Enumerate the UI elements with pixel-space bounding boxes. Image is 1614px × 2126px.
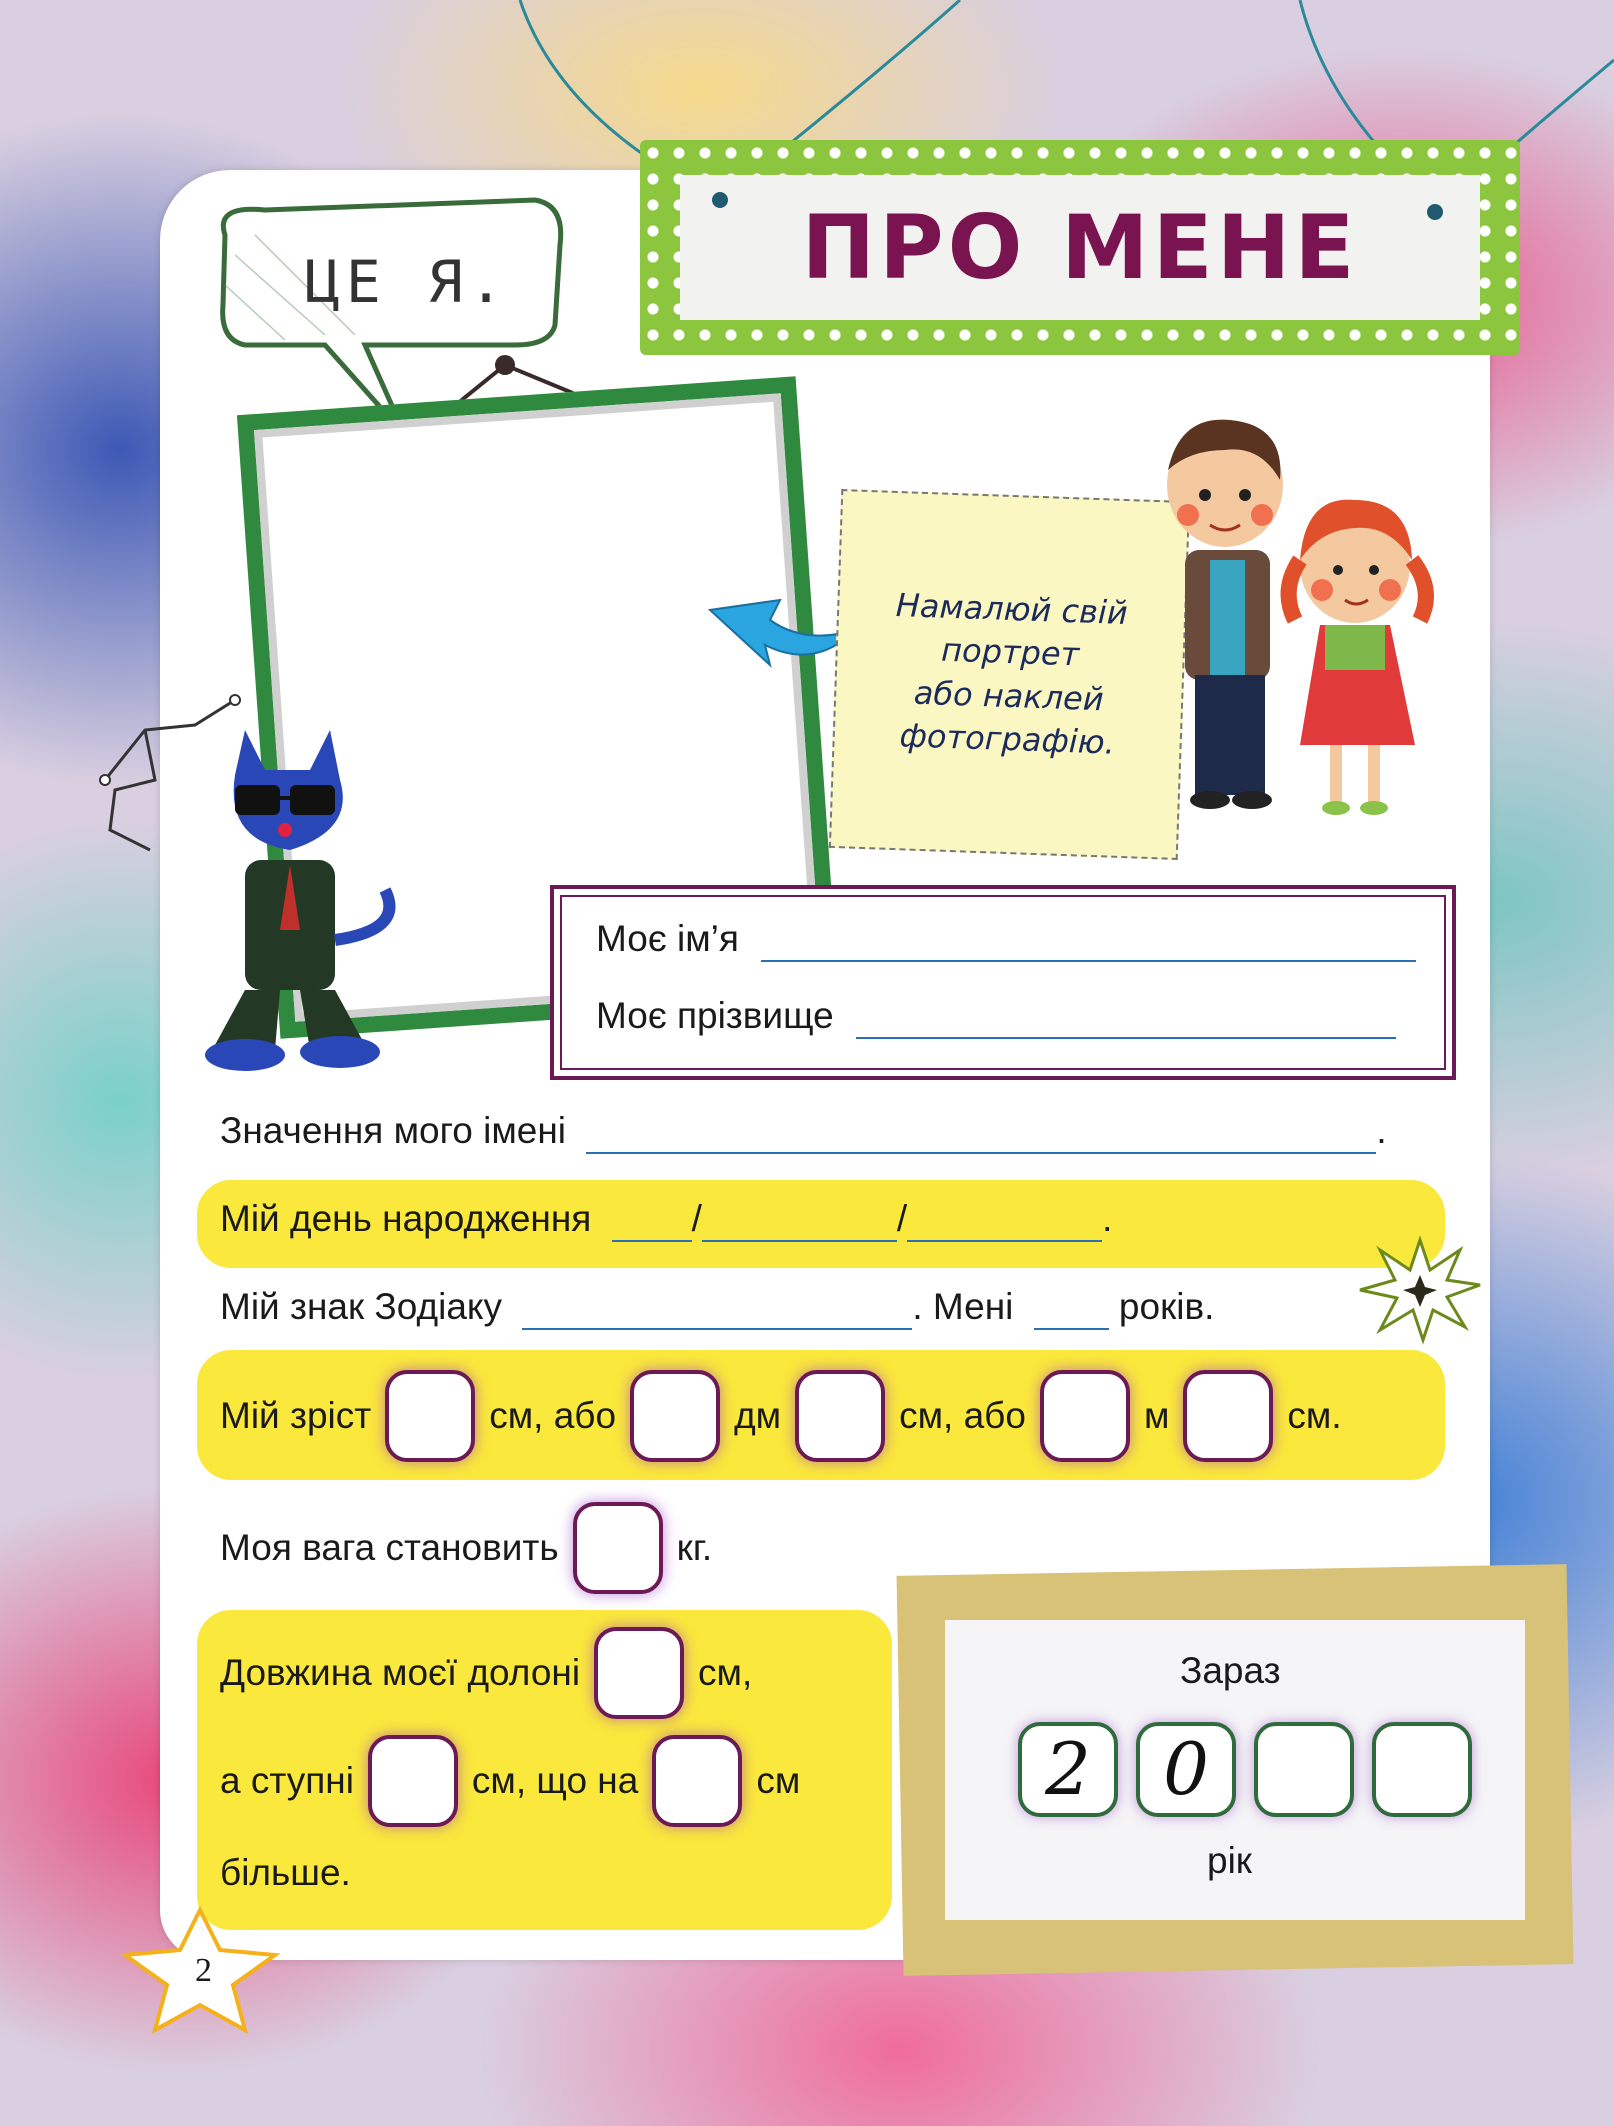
difference-unit: см [756,1760,801,1801]
year-digit-1: 2 [1018,1722,1118,1817]
height-row [220,1370,1342,1462]
note-line-3: або наклей [913,673,1105,718]
year-digit-4[interactable] [1372,1722,1472,1817]
starburst-icon [1355,1235,1485,1345]
height-label: Мій зріст [220,1395,372,1436]
zodiac-field[interactable] [522,1286,912,1330]
height-unit-1: см, або [489,1395,617,1436]
birthday-separator-2: / [896,1198,908,1239]
birthday-month-field[interactable] [702,1198,897,1242]
name-row [596,918,1416,962]
cat-illustration [95,690,415,1080]
pin-icons [700,180,1460,220]
foot-row [220,1733,800,1829]
palm-unit: см, [698,1652,753,1693]
height-unit-5: см. [1287,1395,1342,1436]
palm-label: Довжина моєї долоні [220,1652,581,1693]
meaning-end: . [1376,1110,1387,1151]
surname-row [596,995,1396,1039]
birthday-separator-1: / [691,1198,702,1239]
page-title: ПРО МЕНЕ [801,196,1359,299]
meaning-row [220,1110,1387,1154]
surname-label: Моє прізвище [596,995,834,1036]
palm-box[interactable] [594,1627,684,1719]
height-m-cm-box[interactable] [1183,1370,1273,1462]
surname-field[interactable] [856,995,1396,1039]
height-unit-2: дм [734,1395,782,1436]
palm-row [220,1625,752,1721]
name-label: Моє ім’я [596,918,739,959]
height-unit-3: см, або [899,1395,1026,1436]
foot-label: а ступні [220,1760,354,1801]
name-field[interactable] [761,918,1416,962]
birthday-label: Мій день народження [220,1198,592,1239]
foot-box[interactable] [368,1735,458,1827]
more-text: більше. [220,1852,351,1893]
foot-unit: см, що на [471,1760,639,1801]
age-prefix: . Мені [912,1286,1014,1327]
weight-row [220,1500,712,1596]
bubble-text: ЦЕ Я. [305,248,510,316]
year-digit-2: 0 [1136,1722,1236,1817]
weight-box[interactable] [573,1502,663,1594]
year-digit-3[interactable] [1254,1722,1354,1817]
birthday-end: . [1102,1198,1113,1239]
weight-label: Моя вага становить [220,1527,559,1568]
zodiac-row [220,1286,1214,1330]
page-number: 2 [195,1952,212,1989]
instruction-note [829,489,1190,860]
birthday-year-field[interactable] [907,1198,1102,1242]
birthday-row [220,1198,1112,1242]
meaning-label: Значення мого імені [220,1110,567,1151]
year-digits [1018,1722,1490,1817]
height-dm-box[interactable] [630,1370,720,1462]
age-field[interactable] [1034,1286,1109,1330]
height-dm-cm-box[interactable] [795,1370,885,1462]
zodiac-label: Мій знак Зодіаку [220,1286,503,1327]
kids-illustration [1140,410,1440,850]
birthday-day-field[interactable] [612,1198,692,1242]
note-line-4: фотографію. [899,715,1116,762]
now-label: Зараз [1180,1650,1281,1691]
height-unit-4: м [1143,1395,1170,1436]
height-cm-box[interactable] [385,1370,475,1462]
height-m-box[interactable] [1040,1370,1130,1462]
difference-box[interactable] [652,1735,742,1827]
name-box [550,885,1456,1080]
meaning-field[interactable] [586,1110,1376,1154]
age-suffix: років. [1118,1286,1215,1327]
year-suffix: рік [1207,1840,1252,1881]
note-line-2: портрет [940,630,1080,674]
weight-unit: кг. [676,1527,713,1568]
note-line-1: Намалюй свій [895,586,1129,633]
